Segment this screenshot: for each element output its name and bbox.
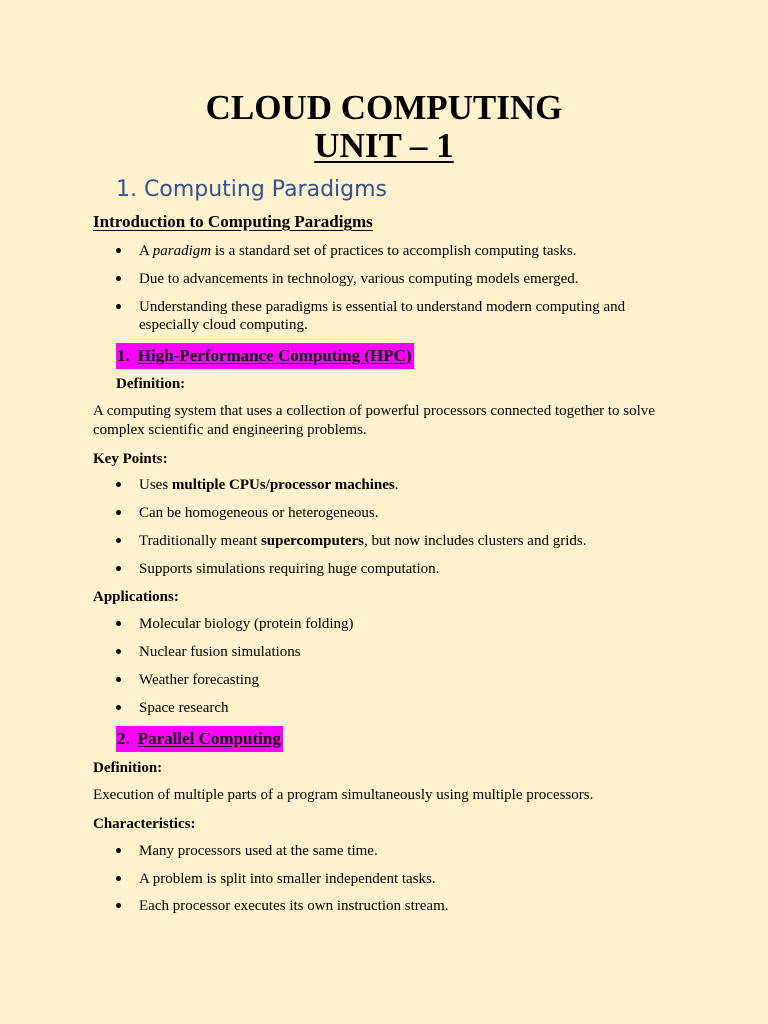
- unit-heading: [0, 126, 768, 166]
- hpc-number: 1.: [117, 346, 130, 365]
- intro-heading: Introduction to Computing Paradigms: [93, 212, 373, 231]
- hpc-definition-label: Definition:: [116, 376, 186, 392]
- bullet-text: Nuclear fusion simulations: [139, 644, 301, 660]
- list-item: [116, 897, 676, 915]
- list-item: [116, 615, 676, 633]
- bullet-text: Many processors used at the same time.: [139, 843, 378, 859]
- bullet-text: A problem is split into smaller independent tasks.: [139, 871, 436, 887]
- bullet-icon: [116, 848, 121, 853]
- list-item: [116, 298, 676, 334]
- bullet-icon: [116, 276, 121, 281]
- list-item: [116, 671, 676, 689]
- parallel-title: Parallel Computing: [137, 729, 281, 748]
- parallel-characteristics-label: Characteristics:: [93, 816, 196, 832]
- parallel-number: 2.: [117, 729, 130, 748]
- unit-label: UNIT – 1: [314, 126, 454, 165]
- emphasis-term: paradigm: [152, 243, 212, 259]
- parallel-definition-label: Definition:: [93, 760, 163, 776]
- bullet-text: Can be homogeneous or heterogeneous.: [139, 505, 379, 521]
- bullet-icon: [116, 248, 121, 253]
- section-heading: [116, 174, 387, 206]
- parallel-definition-text: Execution of multiple parts of a program simultaneously using multiple processors.: [93, 787, 594, 803]
- section-number: 1.: [116, 177, 137, 202]
- bullet-text: Traditionally meant supercomputers, but now includes clusters and grids.: [139, 533, 587, 549]
- list-item: [116, 242, 676, 260]
- list-item: [116, 532, 676, 550]
- list-item: [116, 560, 676, 578]
- section-title: Computing Paradigms: [144, 177, 388, 202]
- bullet-icon: [116, 566, 121, 571]
- bullet-icon: [116, 621, 121, 626]
- hpc-heading: [116, 343, 414, 369]
- bullet-text: Space research: [139, 700, 229, 716]
- list-item: [116, 699, 676, 717]
- hpc-applications-label: Applications:: [93, 589, 179, 605]
- bullet-text: Uses multiple CPUs/processor machines.: [139, 477, 399, 493]
- bullet-icon: [116, 510, 121, 515]
- list-item: [116, 476, 676, 494]
- hpc-keypoints-label: Key Points:: [93, 451, 168, 467]
- bullet-icon: [116, 304, 121, 309]
- bullet-icon: [116, 482, 121, 487]
- parallel-heading: [116, 726, 283, 752]
- hpc-title: High-Performance Computing (HPC): [137, 346, 412, 365]
- bullet-icon: [116, 649, 121, 654]
- bullet-text: Weather forecasting: [139, 672, 259, 688]
- bullet-icon: [116, 903, 121, 908]
- bullet-text: Each processor executes its own instruction stream.: [139, 898, 449, 914]
- bullet-text: Molecular biology (protein folding): [139, 616, 354, 632]
- bullet-text: Due to advancements in technology, various computing models emerged.: [139, 271, 579, 287]
- list-item: [116, 870, 676, 888]
- bullet-icon: [116, 876, 121, 881]
- list-item: [116, 842, 676, 860]
- bullet-text: A paradigm is a standard set of practices to accomplish computing tasks.: [139, 243, 577, 259]
- list-item: [116, 643, 676, 661]
- bullet-text: Supports simulations requiring huge computation.: [139, 561, 440, 577]
- list-item: [116, 270, 676, 288]
- list-item: [116, 504, 676, 522]
- document-title: CLOUD COMPUTING: [205, 88, 563, 127]
- bullet-text: Understanding these paradigms is essential to understand modern computing and especially cloud computing.: [139, 299, 626, 333]
- bullet-icon: [116, 705, 121, 710]
- bullet-icon: [116, 677, 121, 682]
- hpc-definition-text: A computing system that uses a collection of powerful processors connected together to solve complex scientific and engineering problems.: [93, 403, 655, 438]
- bullet-icon: [116, 538, 121, 543]
